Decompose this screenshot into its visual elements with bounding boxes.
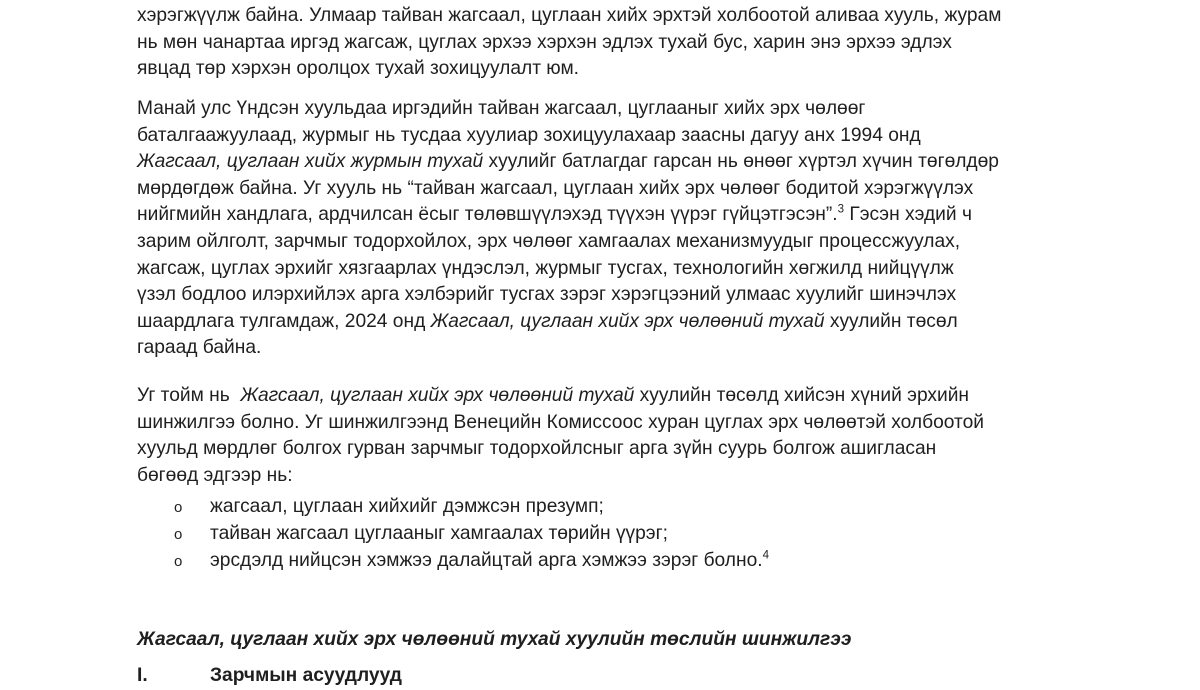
subsection-number: I.: [137, 665, 148, 686]
text-line: нь мөн чанартаа иргэд жагсаж, цуглах эрхээ хэрхэн эдлэх тухай бус, харин энэ эрхээ эдлэх: [137, 31, 952, 53]
subsection-title: Зарчмын асуудлууд: [210, 665, 402, 686]
text-fragment: Гэсэн хэдий ч: [843, 204, 972, 226]
text-line: мөрдөгдөж байна. Уг хууль нь “тайван жагсаал, цуглаан хийх эрх чөлөөг бодитой хэрэгжүүлэх: [137, 177, 974, 199]
bullet-circle-icon: o: [174, 553, 183, 570]
text-line: [137, 383, 1067, 410]
footnote-ref-4[interactable]: 4: [762, 549, 770, 562]
law-title-italic: Жагсаал, цуглаан хийх журмын тухай: [137, 151, 484, 173]
list-item-text: эрсдэлд нийцсэн хэмжээ далайцтай арга хэмжээ зэрэг болно.: [210, 550, 763, 571]
bullet-circle-icon: o: [174, 526, 183, 543]
list-item-text: жагсаал, цуглаан хийхийг дэмжсэн презумп;: [210, 496, 604, 517]
text-line: баталгаажуулаад, журмыг нь тусдаа хуулиар зохицуулахаар заасны дагуу анх 1994 онд: [137, 124, 921, 146]
text-fragment: хуулийн төсөлд хийсэн хүний эрхийн: [634, 385, 970, 406]
text-fragment: хуулийг батлагдаг гарсан нь өнөөг хүртэл хүчин төгөлдөр: [483, 151, 999, 173]
section-heading: Жагсаал, цуглаан хийх эрх чөлөөний тухай хуулийн төслийн шинжилгээ: [137, 629, 852, 650]
text-line: жагсаж, цуглах эрхийг хязгаарлах үндэслэл, журмыг тусгах, технологийн хөгжилд нийцүүлж: [137, 257, 954, 279]
law-title-italic: Жагсаал, цуглаан хийх эрх чөлөөний тухай: [430, 310, 825, 332]
text-fragment: Уг тойм нь: [137, 385, 241, 406]
law-title-italic: Жагсаал, цуглаан хийх эрх чөлөөний тухай: [240, 385, 635, 406]
text-line: хэрэгжүүлж байна. Улмаар тайван жагсаал, цуглаан хийх эрхтэй холбоотой аливаа хууль, журам: [137, 5, 1002, 26]
paragraph-review-scope: [137, 383, 1067, 489]
paragraph-intro-continuation: [137, 3, 1067, 83]
text-fragment: шаардлага тулгамдаж, 2024 онд: [137, 310, 431, 332]
list-item: [174, 548, 769, 576]
text-line: зарим ойлголт, зарчмыг тодорхойлох, эрх чөлөөг хамгаалах механизмуудыг процессжуулах,: [137, 230, 961, 252]
text-line: [137, 309, 1067, 336]
text-line: хуульд мөрдлөг болгох гурван зарчмыг тодорхойлсныг арга зүйн суурь болгож ашигласан: [137, 438, 937, 460]
text-line: гараад байна.: [137, 337, 262, 359]
text-line: [137, 149, 1067, 176]
text-line: Манай улс Үндсэн хуульдаа иргэдийн тайван жагсаал, цуглааныг хийх эрх чөлөөг: [137, 98, 866, 119]
text-line: үзэл бодлоо илэрхийлэх арга хэлбэрийг тусгах зэрэг хэрэгцээний улмаас хуулийг шинэчлэх: [137, 284, 957, 306]
text-fragment: нийгмийн хандлага, ардчилсан ёсыг төлөвшүүлэхэд түүхэн үүрэг гүйцэтгэсэн”.: [137, 204, 838, 226]
text-line: [137, 202, 1067, 229]
list-item: [174, 521, 668, 549]
subsection-heading: [137, 663, 402, 690]
list-item: [174, 494, 604, 522]
bullet-circle-icon: o: [174, 499, 183, 516]
paragraph-law-history: [137, 96, 1067, 362]
text-line: бөгөөд эдгээр нь:: [137, 464, 293, 486]
text-fragment: хуулийн төсөл: [824, 310, 958, 332]
footnote-ref-3[interactable]: 3: [837, 203, 844, 216]
text-line: явцад төр хэрхэн оролцох тухай зохицуулалт юм.: [137, 58, 580, 80]
list-item-text: тайван жагсаал цуглааныг хамгаалах төрийн үүрэг;: [210, 523, 668, 544]
text-line: шинжилгээ болно. Уг шинжилгээнд Венецийн Комиссоос хуран цуглах эрх чөлөөтэй холбоотой: [137, 411, 984, 433]
